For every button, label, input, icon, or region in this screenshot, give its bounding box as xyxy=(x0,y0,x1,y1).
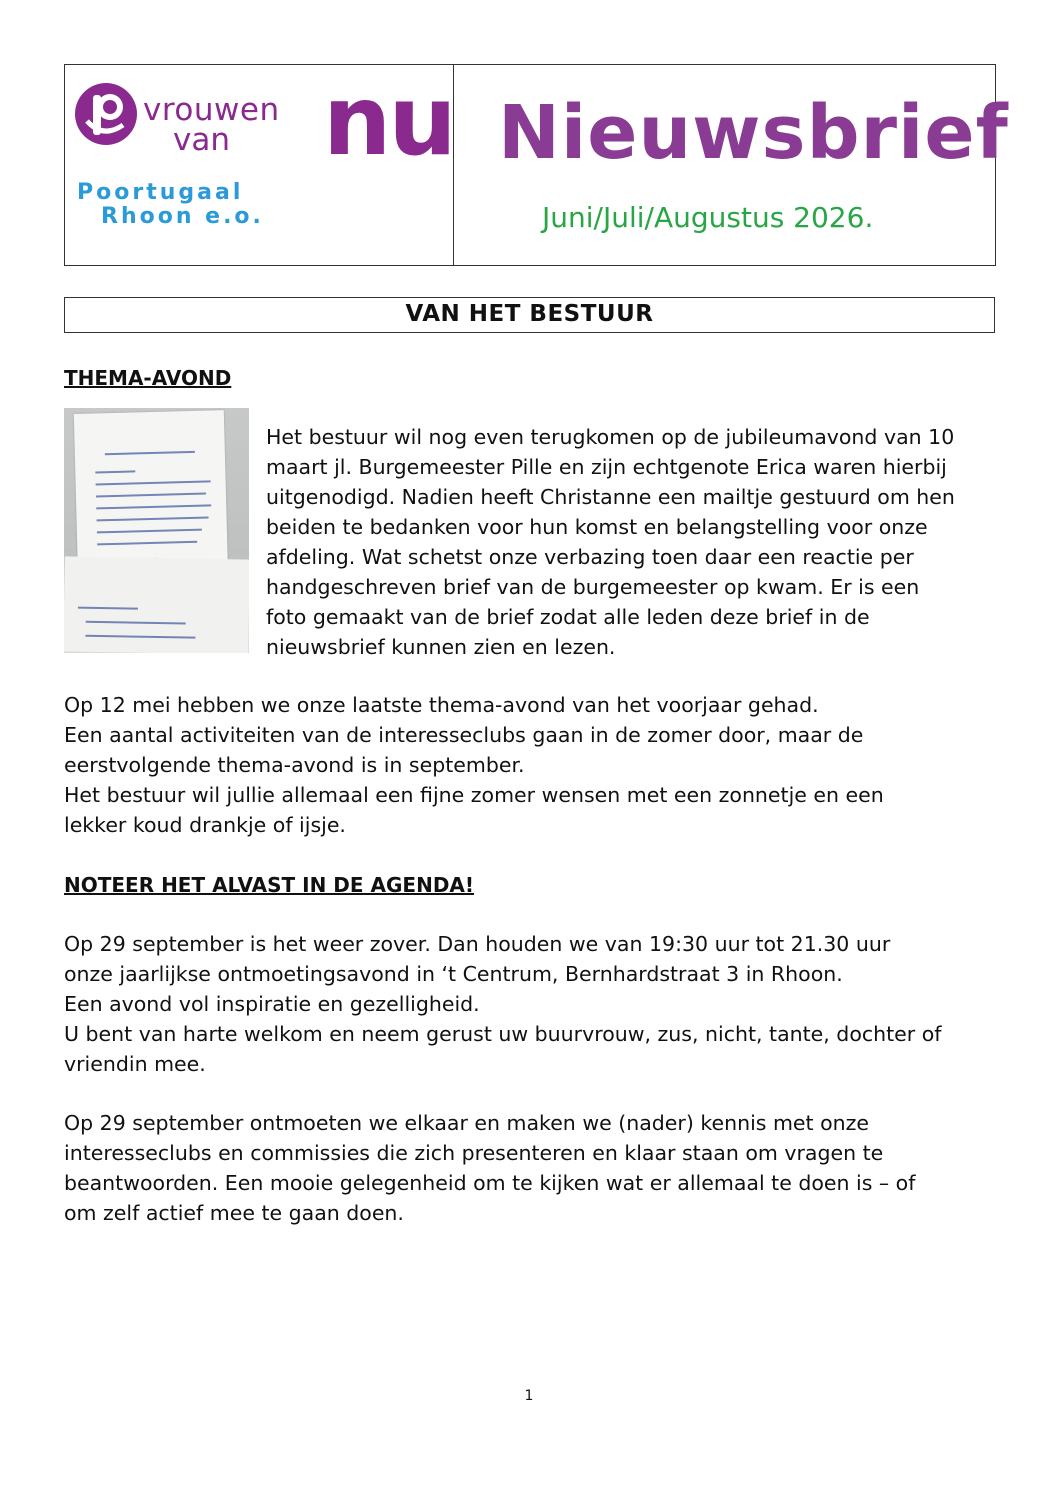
logo-place-poortugaal: Poortugaal xyxy=(77,180,244,205)
text-line: Op 29 september is het weer zover. Dan houden we van 19:30 uur tot 21.30 uur xyxy=(64,932,891,956)
logo-text-van: van xyxy=(173,122,230,158)
logo-text-vrouwen: vrouwen xyxy=(143,92,280,128)
text-line: handgeschreven brief van de burgemeester op kwam. Er is een xyxy=(266,575,920,599)
text-line: lekker koud drankje of ijsje. xyxy=(64,813,346,837)
text-line: maart jl. Burgemeester Pille en zijn echtgenote Erica waren hierbij xyxy=(266,455,947,479)
page-number: 1 xyxy=(524,1388,534,1404)
agenda-paragraph-1 xyxy=(64,929,941,1079)
text-line: onze jaarlijkse ontmoetingsavond in ‘t Centrum, Bernhardstraat 3 in Rhoon. xyxy=(64,962,843,986)
issue-period: Juni/Juli/Augustus 2026. xyxy=(542,201,874,234)
thema-avond-heading: THEMA-AVOND xyxy=(64,366,232,390)
handwritten-letter-photo xyxy=(64,408,249,653)
agenda-heading: NOTEER HET ALVAST IN DE AGENDA! xyxy=(64,873,475,897)
text-line: beantwoorden. Een mooie gelegenheid om te kijken wat er allemaal te doen is – of xyxy=(64,1171,916,1195)
agenda-paragraph-2 xyxy=(64,1108,915,1228)
text-line: Een avond vol inspiratie en gezelligheid. xyxy=(64,992,480,1016)
logo-cell xyxy=(65,65,454,265)
text-line: beiden te bedanken voor hun komst en belangstelling voor onze xyxy=(266,515,928,539)
text-line: Op 12 mei hebben we onze laatste thema-avond van het voorjaar gehad. xyxy=(64,693,819,717)
section-title: VAN HET BESTUUR xyxy=(64,297,995,333)
text-line: eerstvolgende thema-avond is in september. xyxy=(64,753,525,777)
newsletter-header xyxy=(64,64,1009,266)
logo-text-nu: nu xyxy=(323,65,454,177)
vrouwen-van-nu-logo-icon xyxy=(73,81,139,147)
title-cell xyxy=(454,65,1009,265)
envelope xyxy=(64,556,249,653)
text-line: nieuwsbrief kunnen zien en lezen. xyxy=(266,635,616,659)
text-line: uitgenodigd. Nadien heeft Christanne een mailtje gestuurd om hen xyxy=(266,485,955,509)
text-line: U bent van harte welkom en neem gerust uw buurvrouw, zus, nicht, tante, dochter of xyxy=(64,1022,942,1046)
logo-place-rhoon: Rhoon e.o. xyxy=(101,204,264,229)
text-line: Op 29 september ontmoeten we elkaar en maken we (nader) kennis met onze xyxy=(64,1111,870,1135)
newsletter-title: Nieuwsbrief xyxy=(498,90,1009,176)
thema-paragraph-2 xyxy=(64,690,884,840)
thema-intro-paragraph xyxy=(266,422,955,662)
text-line: Het bestuur wil jullie allemaal een fijne zomer wensen met een zonnetje en een xyxy=(64,783,884,807)
text-line: om zelf actief mee te gaan doen. xyxy=(64,1201,404,1225)
text-line: foto gemaakt van de brief zodat alle leden deze brief in de xyxy=(266,605,870,629)
text-line: Het bestuur wil nog even terugkomen op de jubileumavond van 10 xyxy=(266,425,955,449)
text-line: afdeling. Wat schetst onze verbazing toen daar een reactie per xyxy=(266,545,914,569)
text-line: interesseclubs en commissies die zich presenteren en klaar staan om vragen te xyxy=(64,1141,884,1165)
text-line: vriendin mee. xyxy=(64,1052,206,1076)
text-line: Een aantal activiteiten van de interesseclubs gaan in de zomer door, maar de xyxy=(64,723,864,747)
